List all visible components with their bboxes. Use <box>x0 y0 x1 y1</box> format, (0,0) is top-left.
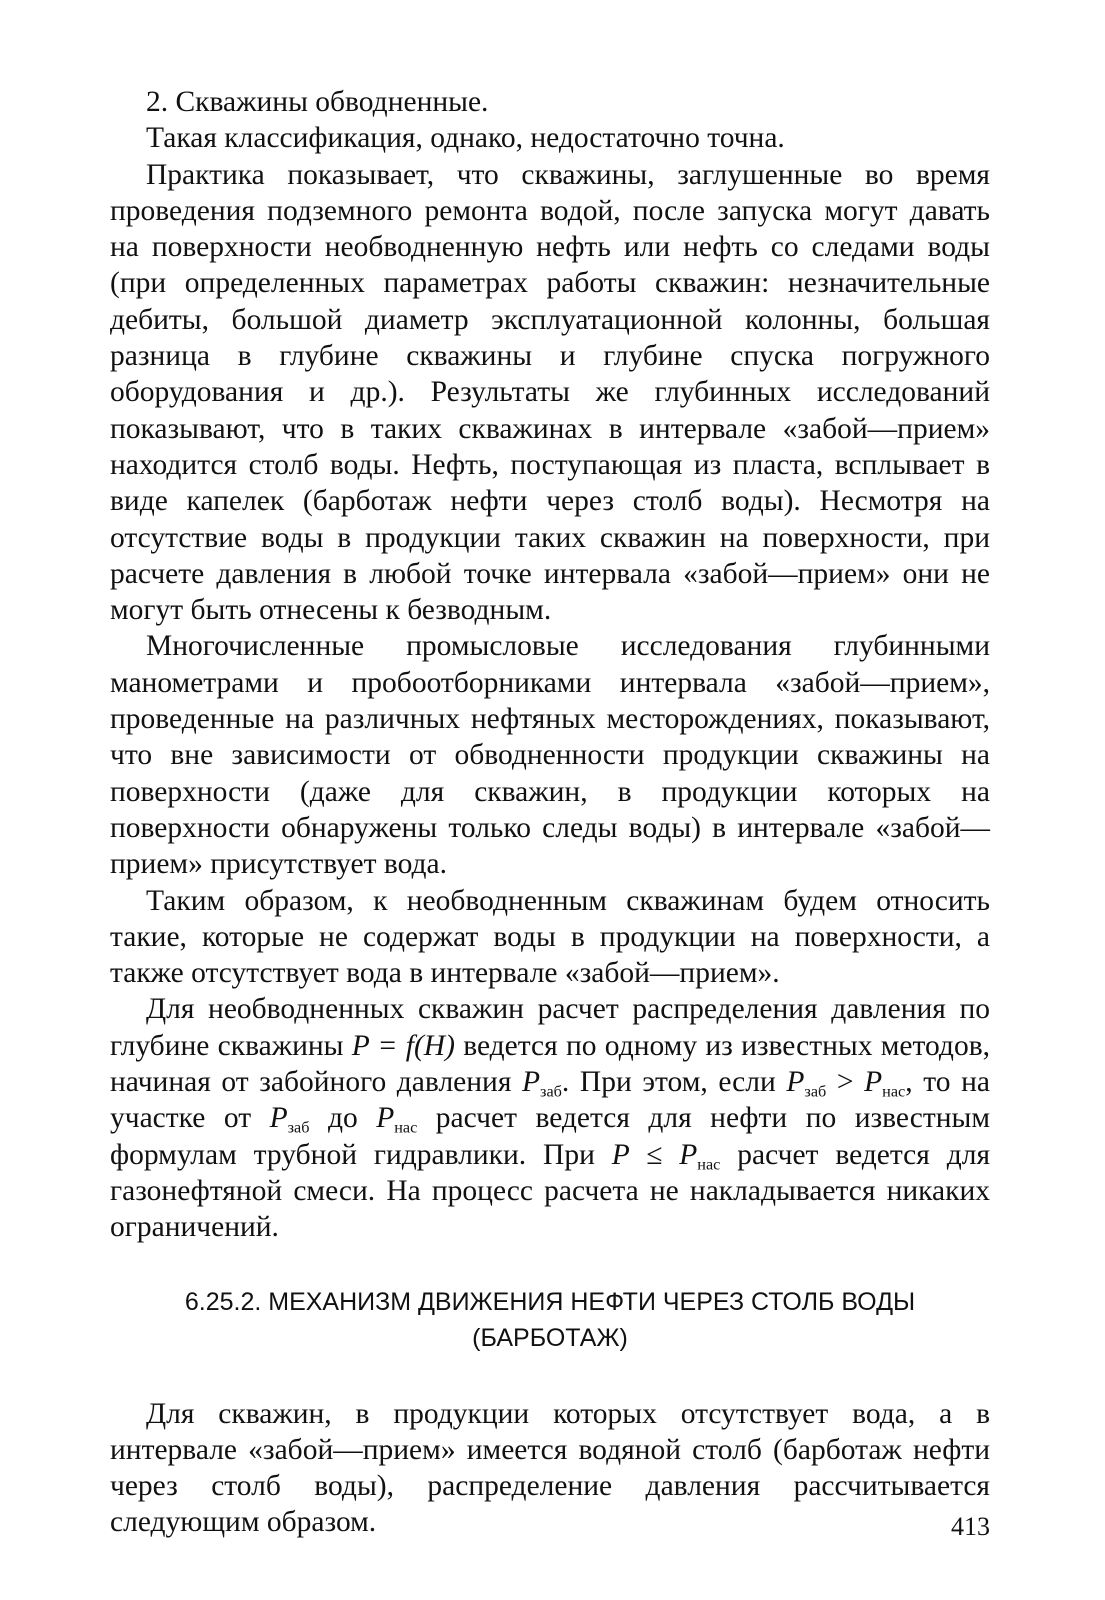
text-fragment: до <box>309 1102 377 1135</box>
symbol-p: P <box>376 1102 395 1135</box>
subscript-nas: нас <box>394 1118 418 1137</box>
symbol-p: P <box>522 1066 541 1099</box>
symbol-p: P <box>864 1066 883 1099</box>
paragraph-classification: Такая классификация, однако, недостаточно точна. <box>146 122 785 155</box>
text-fragment: , то на участке от <box>110 1066 990 1135</box>
symbol-gt: > <box>826 1066 865 1099</box>
subscript-nas: нас <box>882 1082 906 1101</box>
text-fragment: Для необводненных скважин расчет распределения давления по глубине скважины <box>110 993 990 1062</box>
subscript-zab: заб <box>804 1082 827 1101</box>
paragraph-definition: Таким образом, к необводненным скважинам будем относить такие, которые не содержат воды в продукции на поверхности, а также отсутствует вода в интервале «забой—прием». <box>110 884 990 990</box>
page-number: 413 <box>951 1512 990 1541</box>
text-fragment: . При этом, если <box>561 1066 787 1099</box>
formula-p-le-p: P ≤ P <box>611 1138 698 1171</box>
list-item-2: 2. Скважины обводненные. <box>146 86 489 118</box>
paragraph-calculation <box>110 991 990 1245</box>
subscript-zab: заб <box>287 1118 310 1137</box>
page-body <box>110 84 990 1541</box>
section-heading <box>110 1284 990 1356</box>
subscript-zab: заб <box>540 1082 562 1101</box>
subscript-nas: нас <box>697 1155 721 1174</box>
text-fragment: ведется по одному из известных методов, начиная от забойного давления <box>110 1029 990 1099</box>
formula-p-f-h: P = f(H) <box>351 1029 455 1062</box>
text-fragment: расчет ведется для газонефтяной смеси. На процесс расчета не накладывается никаких ограничений. <box>110 1138 991 1244</box>
symbol-p: P <box>269 1102 288 1135</box>
symbol-p: P <box>786 1066 805 1099</box>
paragraph-field-studies: Многочисленные промысловые исследования глубинными манометрами и пробоотборниками интервала «забой—прием», проведенные на различных нефтяных месторождениях, показывают, что вне зависимости от обводненности продукции скважины на поверхности (даже для скважин, в продукции которых на поверхности обнаружены только следы воды) в интервале «забой—прием» присутствует вода. <box>110 630 990 881</box>
text-fragment: расчет ведется для нефти по известным формулам трубной гидравлики. При <box>110 1102 991 1171</box>
section-heading-line-1: 6.25.2. МЕХАНИЗМ ДВИЖЕНИЯ НЕФТИ ЧЕРЕЗ СТОЛБ ВОДЫ <box>184 1287 916 1316</box>
paragraph-practice: Практика показывает, что скважины, заглушенные во время проведения подземного ремонта водой, после запуска могут давать на поверхности необводненную нефть или нефть со следами воды (при определенных параметрах работы скважин: незначительные дебиты, большой диаметр эксплуатационной колонны, большая разница в глубине скважины и глубине спуска погружного оборудования и др.). Результаты же глубинных исследований показывают, что в таких скважинах в интервале «забой—прием» находится столб воды. Нефть, поступающая из пласта, всплывает в виде капелек (барботаж нефти через столб воды). Несмотря на отсутствие воды в продукции таких скважин на поверхности, при расчете давления в любой точке интервала «забой—прием» они не могут быть отнесены к безводным. <box>110 158 990 627</box>
paragraph-barbotage: Для скважин, в продукции которых отсутствует вода, а в интервале «забой—прием» имеется водяной столб (барботаж нефти через столб воды), распределение давления рассчитывается следующим образом. <box>110 1397 990 1539</box>
section-heading-line-2: (БАРБОТАЖ) <box>472 1323 628 1352</box>
